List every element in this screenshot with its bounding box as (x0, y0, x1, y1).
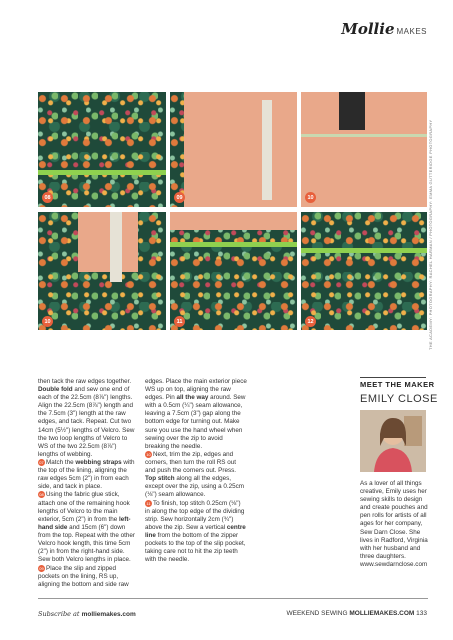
step-badge: 10 (146, 451, 151, 457)
zip-strip (38, 170, 166, 175)
maker-portrait (360, 410, 426, 472)
photo-step-08 (38, 92, 166, 207)
paragraph: 11 To finish, top stitch 0.25cm (⅛") in along the top edge of the dividing strip. Sew horizontally 2cm (¾") above the zip. Sew a vertical centre line from the bottom of the zipper pockets to the top of the slip pocket, taking care not to hit the zip teeth with the needle. (145, 499, 246, 564)
page-number: 133 (414, 610, 427, 617)
zip-strip (301, 248, 427, 253)
step-badge: 08 (39, 492, 44, 498)
portrait-illustration (360, 410, 426, 472)
velcro-strap (110, 212, 122, 282)
paragraph: edges. Place the main exterior piece WS up on top, aligning the raw edges. Pin all the way around. Sew with a 0.5cm (¼") seam allowance, leaving a 7.5cm (3") gap along the bottom edge for turning out. Make sure you use the hand wheel when sewing over the zip to avoid breaking the needle. (145, 378, 247, 450)
paragraph: then tack the raw edges together. Double fold and sew one end of each of the 22.5cm (8⅞") lengths. Align the 22.5cm (8⅞") length and the 7.5cm (3") length at the raw edges, and tack. Repeat. Cut two 14cm (5½") lengths of Velcro. Sew the two loop lengths of Velcro to WS of the two 22.5cm (8⅞") lengths of webbing. (38, 378, 135, 458)
photo-number: 10 (305, 192, 316, 203)
paragraph: 08 Using the fabric glue stick, attach one of the remaining hook lengths of Velcro to the main exterior, 5cm (2") in from the left-hand side and 15cm (6") down from the top. Repeat with the other Velcro hook length, this time 5cm (2") in from the right-hand side. Sew both Velcro lengths in place. (38, 491, 135, 564)
photo-number: 10 (42, 316, 53, 327)
paragraph: 07 Match the webbing straps with the top of the lining, aligning the raw edges 5cm (2") in from each side, and tack in place. (38, 459, 135, 491)
footer-site-link[interactable]: molliemakes.com (81, 611, 136, 618)
photo-step-11 (170, 212, 297, 330)
photo-number: 08 (42, 192, 53, 203)
brand-logo (341, 20, 427, 38)
divider (360, 377, 426, 378)
paragraph: 10 Next, trim the zip, edges and corners, then turn the roll RS out and push the corners out. Press. Top stitch along all the edges, except over the zip, using a 0.25cm (⅛") seam allowance. (145, 451, 245, 499)
photo-step-10b (38, 212, 166, 330)
paragraph: 09 Place the slip and zipped pockets on the lining, RS up, aligning the bottom and side raw (38, 564, 129, 588)
text-column-2 (145, 378, 247, 565)
step-badge: 11 (146, 500, 151, 506)
presser-foot (339, 92, 365, 130)
photo-number: 11 (174, 316, 185, 327)
photo-number: 09 (174, 192, 185, 203)
footer-subscribe: Subscribe at molliemakes.com (38, 610, 136, 618)
photo-step-12 (301, 212, 427, 330)
fabric-edge (170, 92, 184, 207)
maker-bio: As a lover of all things creative, Emily uses her sewing skills to design and create pouches and pen rolls for artists of all ages for her company, Sew Darn Close. She lives in Radford, Virginia with her husband and three daughters. www.sewdarnclose.com (360, 480, 428, 568)
velcro-strip (262, 100, 272, 200)
brand-script: Mollie (341, 20, 395, 38)
photo-step-09 (170, 92, 297, 207)
step-badge: 07 (39, 459, 44, 465)
lining-fold (170, 212, 297, 230)
maker-name: EMILY CLOSE (360, 393, 438, 405)
maker-heading: MEET THE MAKER (360, 380, 435, 389)
zip-strip (301, 134, 427, 137)
footer-divider (38, 598, 428, 599)
lining-fold (78, 212, 138, 272)
step-badge: 09 (39, 565, 44, 571)
footer-page-info: WEEKEND SEWING MOLLIEMAKES.COM 133 (286, 610, 427, 617)
brand-makes: MAKES (396, 27, 427, 36)
text-column-1 (38, 378, 138, 589)
photo-step-10a (301, 92, 427, 207)
photo-credit: THE ACADEMY: PHOTOGRAPHY: RACHEL HARMAN / PHOTOGRAPHY: EMMA GUTTERIDGE PHOTOGRAPHY (428, 119, 433, 350)
zip-strip (170, 242, 297, 247)
photo-number: 12 (305, 316, 316, 327)
